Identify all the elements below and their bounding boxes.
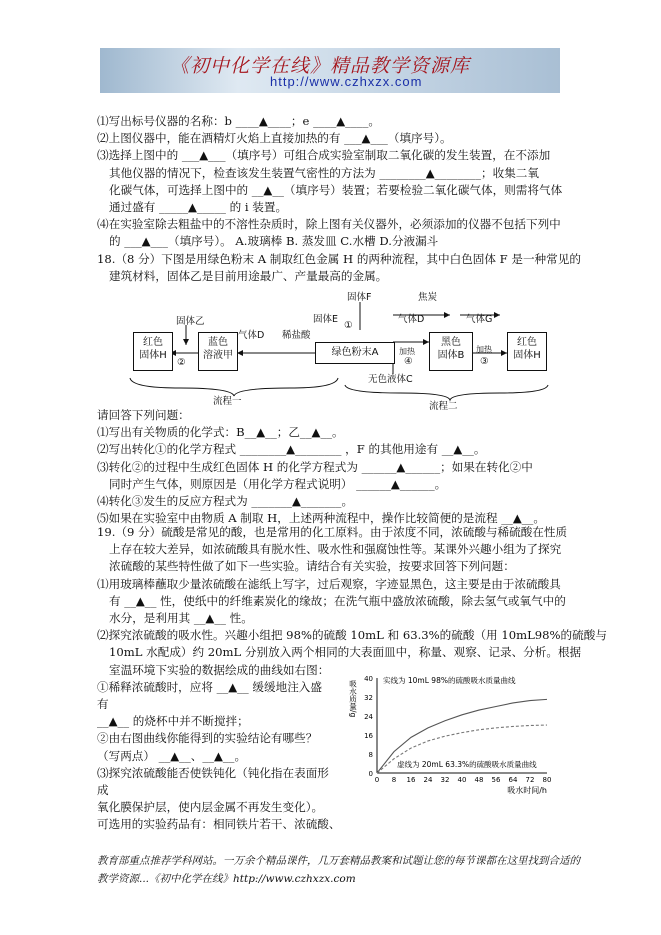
q-lines-line: 化碳气体，可选择上图中的 __▲__（填序号）装置；若要检验二氧化碳气体，则需将气体 bbox=[109, 182, 563, 197]
label-step-4: ④ bbox=[404, 356, 413, 367]
y-tick-label: 8 bbox=[368, 751, 373, 759]
q19-lines-line: ⑶探究浓硫酸能否使铁钝化（钝化指在表面形 bbox=[97, 765, 329, 780]
label-coke: 焦炭 bbox=[418, 292, 438, 303]
x-tick-label: 32 bbox=[440, 776, 450, 784]
label-solid-yi: 固体乙 bbox=[176, 316, 205, 327]
label-step-2: ② bbox=[177, 357, 186, 368]
x-axis-label: 吸水时间/h bbox=[507, 786, 547, 795]
banner-title: 《初中化学在线》精品教学资源库 bbox=[170, 55, 471, 77]
box-red-solid-h-2: 红色 固体H bbox=[507, 332, 547, 371]
q-lines-line: 的 ___▲___（填序号）。 A.玻璃棒 B. 蒸发皿 C.水槽 D.分液漏斗 bbox=[109, 234, 439, 249]
q19-lines-line: __▲__ 的烧杯中并不断搅拌； bbox=[97, 714, 249, 729]
label-liquid-c: 无色液体C bbox=[368, 374, 413, 385]
q19-lines-line: 10mL 水配成）约 20mL 分别放入两个相同的大表面皿中，称量、观察、记录、分析。根据 bbox=[109, 645, 582, 660]
banner-url[interactable]: http://www.czhxzx.com bbox=[270, 74, 423, 89]
label-solid-e: 固体E bbox=[313, 314, 339, 325]
label-step-3: ③ bbox=[480, 356, 489, 367]
q18-lines-line: 请回答下列问题： bbox=[97, 408, 190, 422]
x-tick-label: 80 bbox=[542, 776, 552, 784]
footer-line-1: 教育部重点推荐学科网站。一万余个精品课件，几万套精品教案和试题让您的每节课都在这里找到合适的 bbox=[97, 855, 580, 867]
x-tick-label: 16 bbox=[406, 776, 416, 784]
q19-lines-line: ⑴用玻璃棒蘸取少量浓硫酸在滤纸上写字，过后观察，字迹显黑色，这主要是由于浓硫酸具 bbox=[97, 576, 561, 591]
footer-line-2: 教学资源...《初中化学在线》http://www.czhxzx.com bbox=[97, 873, 356, 885]
q-lines-line: 18.（8 分）下图是用绿色粉末 A 制取红色金属 H 的两种流程，其中白色固体 F 是一种常见的 bbox=[97, 251, 581, 266]
x-tick-label: 0 bbox=[374, 776, 380, 784]
q18-lines-line: ⑶转化②的过程中生成红色固体 H 的化学方程式为 ______▲______；如果在转化②中 bbox=[97, 459, 533, 474]
label-hcl: 稀盐酸 bbox=[282, 330, 311, 341]
q19-lines-line: 有 __▲__ 性，使纸中的纤维素炭化的缘故；在洗气瓶中盛放浓硫酸，除去氢气或氧气中的 bbox=[109, 593, 566, 608]
label-gas-d-2: 气体D bbox=[398, 314, 425, 325]
q19-lines-line: 氧化膜保护层，使内层金属不再发生变化）。 bbox=[97, 800, 324, 815]
q19-lines-line: ①稀释浓硫酸时，应将 __▲__ 缓缓地注入盛 bbox=[97, 679, 322, 694]
q-lines-line: 其他仪器的情况下，检查该发生装置气密性的方法为 ________▲________；收集二氧 bbox=[109, 165, 539, 180]
label-heat-2: 加热 bbox=[476, 345, 492, 354]
label-flow-two: 流程二 bbox=[429, 401, 458, 412]
q19-lines-line: 室温环境下实验的数据绘成的曲线如右图： bbox=[109, 662, 330, 677]
x-tick-label: 24 bbox=[423, 776, 433, 784]
q18-lines-line: ⑴写出有关物质的化学式：B__▲__；乙__▲__。 bbox=[97, 425, 344, 440]
q-lines-line: 建筑材料，固体乙是目前用途最广、产量最高的金属。 bbox=[109, 268, 388, 283]
x-tick-label: 56 bbox=[491, 776, 501, 784]
q18-lines-line: ⑵写出转化①的化学方程式 ________▲________ ，F 的其他用途有 __▲__。 bbox=[97, 442, 486, 457]
y-tick-label: 40 bbox=[364, 675, 373, 683]
box-green-powder-a: 绿色粉末A bbox=[315, 342, 395, 364]
chart-svg bbox=[345, 670, 560, 800]
q18-lines-line: 同时产生气体，则原因是（用化学方程式说明） ______▲______。 bbox=[109, 476, 447, 491]
label-solid-f: 固体F bbox=[347, 292, 372, 303]
series-label-63pct: 虚线为 20mL 63.3%的硫酸吸水质量曲线 bbox=[397, 760, 537, 769]
x-tick-label: 40 bbox=[457, 776, 467, 784]
x-tick-label: 48 bbox=[474, 776, 484, 784]
x-tick-label: 64 bbox=[508, 776, 518, 784]
q19-lines-line: 19.（9 分）硫酸是常见的酸，也是常用的化工原料。由于浓度不同，浓硫酸与稀硫酸在性质 bbox=[97, 525, 568, 539]
q19-lines-line: ②由右图曲线你能得到的实验结论有哪些？ bbox=[97, 731, 318, 746]
y-axis-label: 吸水质量/g bbox=[348, 680, 358, 718]
q18-lines-line: ⑸如果在实验室中由物质 A 制取 H，上述两种流程中，操作比较简便的是流程 __▲__。 bbox=[97, 511, 545, 526]
label-heat-1: 加热 bbox=[399, 347, 415, 356]
q-lines-line: ⑷在实验室除去粗盐中的不溶性杂质时，除上图有关仪器外，必须添加的仪器不包括下列中 bbox=[97, 217, 561, 232]
series-label-98pct: 实线为 10mL 98%的硫酸吸水质量曲线 bbox=[383, 676, 516, 685]
label-gas-g: 气体G bbox=[466, 314, 493, 325]
y-tick-label: 24 bbox=[364, 713, 373, 721]
y-tick-label: 32 bbox=[364, 694, 373, 702]
x-tick-label: 72 bbox=[525, 776, 535, 784]
box-black-solid-b: 黑色 固体B bbox=[429, 332, 473, 371]
label-step-1: ① bbox=[344, 320, 353, 331]
q19-lines-line: 水分，是利用其 __▲__ 性。 bbox=[109, 611, 253, 625]
box-red-solid-h-1: 红色 固体H bbox=[133, 332, 173, 371]
y-tick-label: 16 bbox=[364, 732, 373, 740]
q-lines-line: 通过盛有 _____▲_____ 的 i 装置。 bbox=[109, 200, 288, 214]
q19-lines-line: ⑵探究浓硫酸的吸水性。兴趣小组把 98%的硫酸 10mL 和 63.3%的硫酸（用 10mL98%的硫酸与 bbox=[97, 628, 607, 643]
q19-lines-line: 可选用的实验药品有：相同铁片若干、浓硫酸、 bbox=[97, 817, 341, 832]
q19-lines-line: 成 bbox=[97, 783, 109, 797]
q-lines-line: ⑴写出标号仪器的名称：b ____▲____；e ____▲____。 bbox=[97, 114, 380, 128]
q19-lines-line: 有 bbox=[97, 697, 109, 711]
q-lines-line: ⑶选择上图中的 ___▲___（填序号）可组合成实验室制取二氧化碳的发生装置，在不添加 bbox=[97, 148, 551, 163]
q-lines-line: ⑵上图仪器中，能在酒精灯火焰上直接加热的有 ___▲___（填序号）。 bbox=[97, 131, 452, 146]
q19-lines-line: 上存在较大差异，如浓硫酸具有脱水性、吸水性和强腐蚀性等。某课外兴趣小组为了探究 bbox=[109, 542, 562, 557]
label-gas-d-1: 气体D bbox=[238, 330, 265, 341]
box-blue-solution: 蓝色 溶液甲 bbox=[198, 332, 238, 371]
label-flow-one: 流程一 bbox=[213, 396, 242, 407]
q19-lines-line: （写两点） __▲__、__▲__。 bbox=[97, 748, 247, 763]
x-tick-label: 8 bbox=[391, 776, 397, 784]
y-tick-label: 0 bbox=[368, 770, 373, 778]
q19-lines-line: 浓硫酸的某些特性做了如下一些实验。请结合有关实验，按要求回答下列问题： bbox=[109, 559, 515, 574]
q18-lines-line: ⑷转化③发生的反应方程式为 _______▲_______。 bbox=[97, 494, 354, 508]
